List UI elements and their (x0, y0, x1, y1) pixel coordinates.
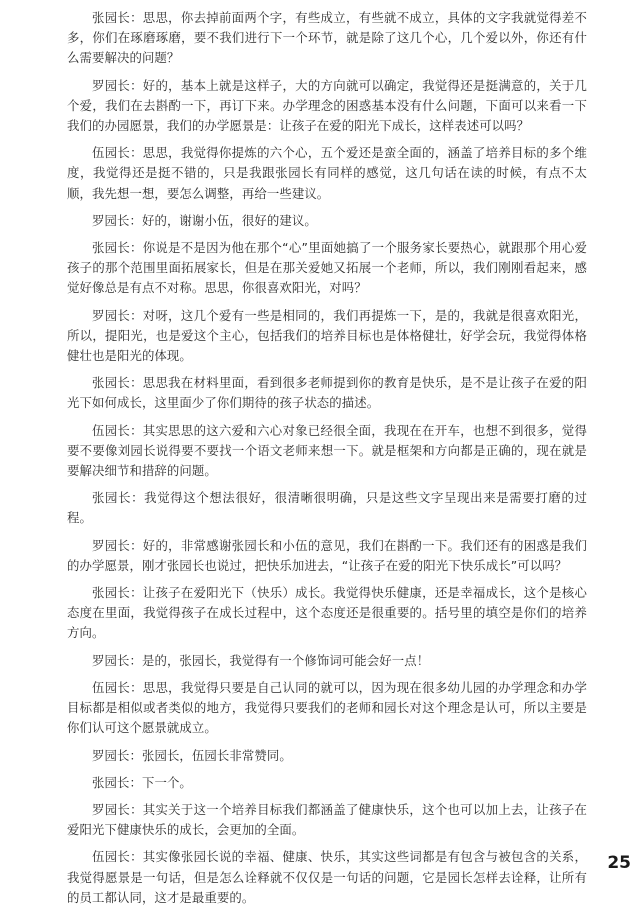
paragraph: 罗园长：好的，非常感谢张园长和小伍的意见，我们在斟酌一下。我们还有的困惑是我们的办学愿景，刚才张园长也说过，把快乐加进去，“让孩子在爱的阳光下快乐成长”可以吗？ (67, 537, 587, 573)
paragraph: 罗园长：其实关于这一个培养目标我们都涵盖了健康快乐，这个也可以加上去，让孩子在爱阳光下健康快乐的成长，会更加的全面。 (67, 801, 587, 838)
paragraph: 伍园长：思思，我觉得你提炼的六个心，五个爱还是蛮全面的，涵盖了培养目标的多个维度，我觉得还是挺不错的，只是我跟张园长有同样的感觉，这几句话在读的时候，有点不太顺，我先想一想，要怎么调整，再给一些建议。 (67, 145, 587, 201)
paragraph: 张园长：下一个。 (92, 774, 192, 790)
paragraph: 罗园长：好的，谢谢小伍，很好的建议。 (92, 212, 317, 228)
paragraph: 张园长：思思，你去掉前面两个字，有些成立，有些就不成立，具体的文字我就觉得差不多，你们在琢磨琢磨，要不我们进行下一个环节，就是除了这几个心，几个爱以外，你还有什么需要解决的问题？ (67, 10, 587, 66)
paragraph: 张园长：我觉得这个想法很好，很清晰很明确，只是这些文字呈现出来是需要打磨的过程。 (67, 490, 587, 526)
page-number: 25 (607, 853, 631, 873)
paragraph: 罗园长：对呀，这几个爱有一些是相同的，我们再提炼一下，是的，我就是很喜欢阳光，所以，提阳光，也是爱这个主心，包括我们的培养目标也是体格健壮，好学会玩，我觉得体格健壮也是阳光的体现。 (67, 307, 587, 364)
paragraph: 罗园长：张园长，伍园长非常赞同。 (92, 747, 292, 763)
paragraph: 张园长：你说是不是因为他在那个“心”里面她搞了一个服务家长要热心，就跟那个用心爱孩子的那个范围里面拓展家长，但是在那关爱她又拓展一个老师，所以，我们刚刚看起来，感觉好像总是有点不对称。思思，你很喜欢阳光，对吗？ (67, 240, 587, 296)
paragraph: 伍园长：其实思思的这六爱和六心对象已经很全面，我现在在开车，也想不到很多，觉得要不要像刘园长说得要不要找一个语文老师来想一下。就是框架和方向都是正确的，现在就是要解决细节和措辞的问题。 (67, 422, 587, 479)
paragraph: 张园长：思思我在材料里面，看到很多老师提到你的教育是快乐，是不是让孩子在爱的阳光下如何成长，这里面少了你们期待的孩子状态的描述。 (67, 375, 587, 411)
paragraph: 张园长：让孩子在爱阳光下（快乐）成长。我觉得快乐健康，还是幸福成长，这个是核心态度在里面，我觉得孩子在成长过程中，这个态度还是很重要的。括号里的填空是你们的培养方向。 (67, 585, 587, 641)
paragraph: 罗园长：好的，基本上就是这样子，大的方向就可以确定，我觉得还是挺满意的，关于几个爱，我们在去斟酌一下，再订下来。办学理念的困惑基本没有什么问题，下面可以来看一下我们的办园愿景，我们的办学愿景是：让孩子在爱的阳光下成长，这样表述可以吗？ (67, 77, 587, 134)
document-body (67, 8, 587, 915)
paragraph: 伍园长：思思，我觉得只要是自己认同的就可以，因为现在很多幼儿园的办学理念和办学目标都是相似或者类似的地方，我觉得只要我们的老师和园长对这个理念是认可，所以主要是你们认可这个愿景就成立。 (67, 679, 587, 736)
paragraph: 伍园长：其实像张园长说的幸福、健康、快乐，其实这些词都是有包含与被包含的关系，我觉得愿景是一句话，但是怎么诠释就不仅仅是一句话的问题，它是园长怎样去诠释，让所有的员工都认同，这才是最重要的。 (67, 849, 587, 905)
paragraph: 罗园长：是的，张园长，我觉得有一个修饰词可能会好一点！ (92, 652, 430, 668)
